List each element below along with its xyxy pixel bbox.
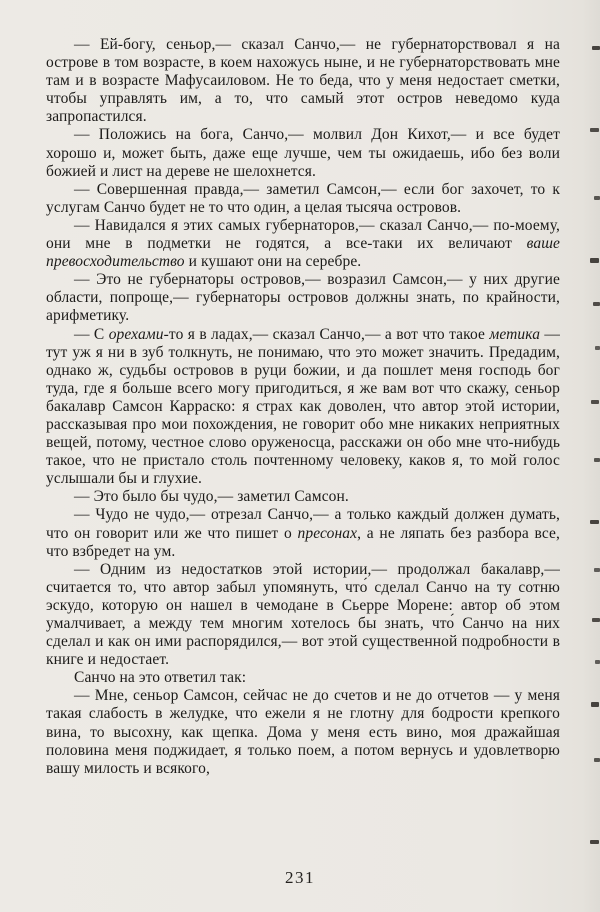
text-run: — Ей-богу, сеньор,— сказал Санчо,— не губернаторствовал я на острове в том возрасте, в коем нахожусь ныне, и не губернаторствовать мне там и в возрасте Мафусаиловом. Не то беда, что у меня недостает сметки, чтобы управлять им, а то, что самый этот остров неведомо куда запропастился. <box>46 36 560 126</box>
text-block <box>46 36 560 778</box>
text-run: — С <box>74 325 109 343</box>
scan-artifact <box>594 568 600 572</box>
italic-text-run: орехами <box>108 325 164 343</box>
scan-artifact <box>594 758 600 762</box>
scan-artifact <box>591 400 599 404</box>
text-run: — Чудо не чудо,— отрезал Санчо,— а только каждый должен думать, что он говорит или же что пишет о <box>46 506 560 542</box>
text-run: — Это не губернаторы островов,— возразил Самсон,— у них другие области, попроще,— губернаторы островов должны знать, по крайности, арифметику. <box>46 271 560 325</box>
text-run: , а не ляпать без разбора все, что взбредет на ум. <box>46 524 560 560</box>
text-run: и кушают они на серебре. <box>184 253 362 271</box>
paragraph <box>46 506 560 560</box>
scan-artifact <box>590 840 599 844</box>
text-run: — Навидался я этих самых губернаторов,— сказал Санчо,— по-моему, они мне в подметки не годятся, а все-таки их величают <box>46 216 560 253</box>
paragraph <box>46 687 560 777</box>
text-run: — Одним из недостатков этой истории,— продолжал бакалавр,— считается то, что автор забыл упомянуть, что́ сделал Санчо на ту сотню эскудо, которую он нашел в чемодане в Сьерре Морене: автор об этом умалчивает, а между тем многим хотелось бы знать, что́ Санчо на них сделал и как он ими распорядился,— вот этой существенной подробности в книге и недостает. <box>46 560 560 669</box>
scan-artifact <box>592 618 600 622</box>
scan-artifact <box>594 196 600 200</box>
paragraph <box>46 36 560 126</box>
text-run: -то я в ладах,— сказал Санчо,— а вот что такое <box>163 325 490 343</box>
paragraph <box>46 326 560 489</box>
paragraph <box>46 181 560 217</box>
scan-artifact <box>594 458 600 462</box>
text-run: — тут уж я ни в зуб толкнуть, не понимаю, что это может значить. Предадим, однако ж, судьбы островов в руци божии, и да пошлет меня господь бог туда, где я больше всего могу пригодиться, я же вам вот что скажу, сеньор бакалавр Самсон Карраско: я страх как доволен, что автор этой истории, рассказывая про мои похождения, не говорит обо мне никаких неприятных вещей, потому, честное слово оруженосца, расскажи он обо мне что-нибудь такое, что не пристало столь почтенному человеку, каков я, то мой голос услышали бы и глухие. <box>46 325 561 488</box>
scan-artifact <box>591 702 599 707</box>
paragraph <box>46 669 560 687</box>
text-run: Санчо на это ответил так: <box>74 669 247 687</box>
paragraph <box>46 126 560 180</box>
paragraph <box>46 271 560 325</box>
scan-artifact <box>590 258 599 263</box>
text-run: — Совершенная правда,— заметил Самсон,— если бог захочет, то к услугам Санчо будет не то что один, а целая тысяча островов. <box>46 180 560 216</box>
italic-text-run: ваше превосходительство <box>46 235 560 271</box>
text-run: — Положись на бога, Санчо,— молвил Дон Кихот,— и все будет хорошо и, может быть, даже еще лучше, чем ты ожидаешь, ибо без воли божией и лист на дереве не шелохнется. <box>46 126 560 180</box>
italic-text-run: пресонах <box>297 524 358 542</box>
page-number: 231 <box>285 868 315 887</box>
italic-text-run: метика <box>489 325 541 343</box>
scan-artifact <box>592 46 600 50</box>
paragraph <box>46 488 560 506</box>
scan-artifact <box>593 302 600 306</box>
text-run: — Это было бы чудо,— заметил Самсон. <box>74 488 349 506</box>
paragraph <box>46 217 560 271</box>
paragraph <box>46 561 560 670</box>
text-run: — Мне, сеньор Самсон, сейчас не до счетов и не до отчетов — у меня такая слабость в желудке, что ежели я не глотну для бодрости крепкого вина, то высохну, как щепка. Дома у меня есть вино, моя дражайшая половина меня поджидает, я только поем, а потом вернусь и удовлетворю вашу милость и всякого, <box>46 687 560 777</box>
scan-artifact <box>595 346 600 350</box>
scan-artifact <box>590 128 599 132</box>
scan-artifact <box>595 660 600 664</box>
scan-artifact <box>590 520 599 524</box>
